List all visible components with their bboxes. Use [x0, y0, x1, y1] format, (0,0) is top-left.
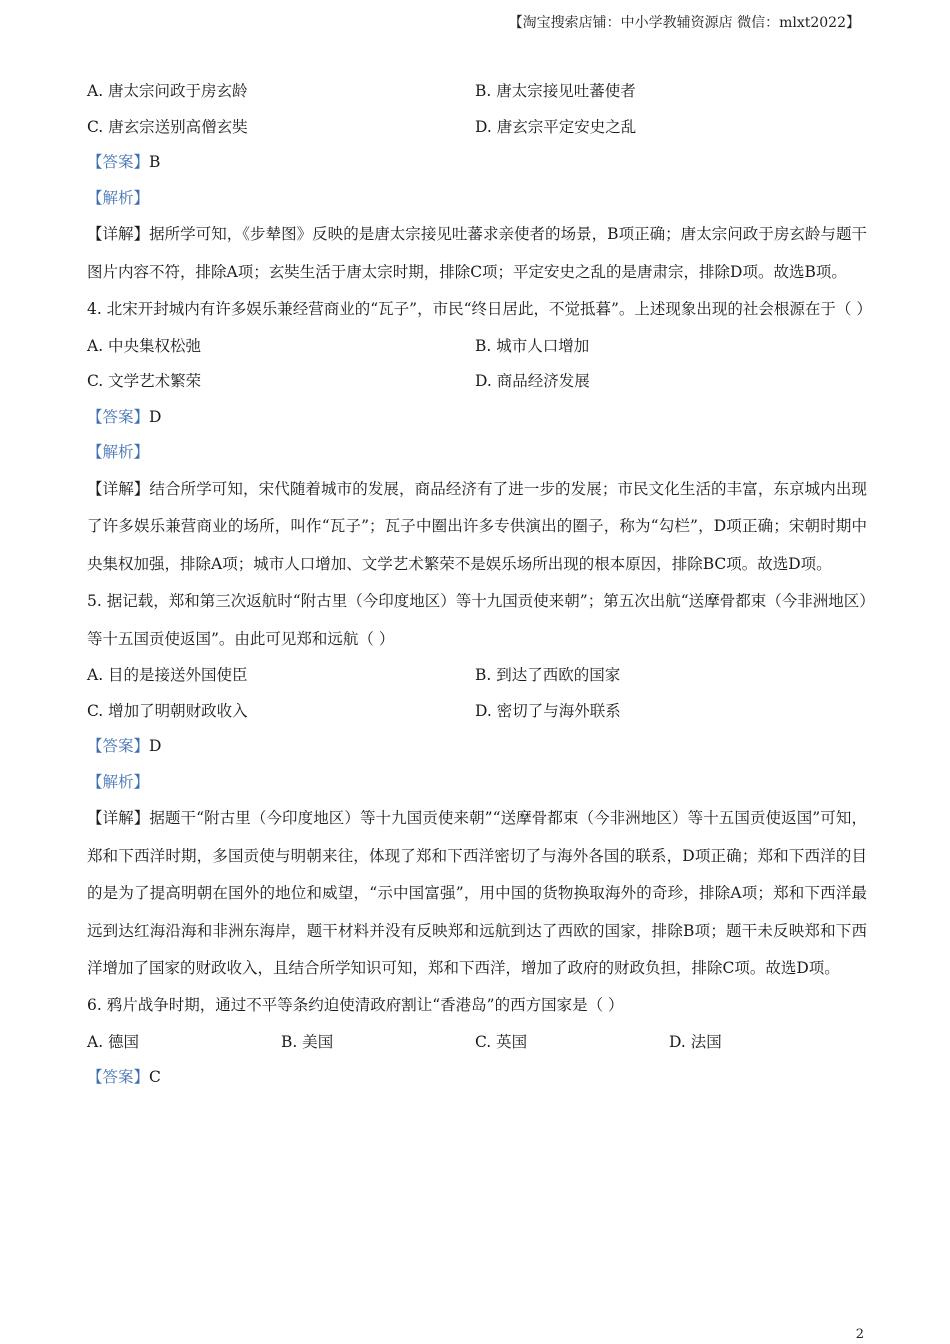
- q5-stem: 5. 据记载，郑和第三次返航时“附古里（今印度地区）等十九国贡使来朝”；第五次出航“送摩骨都束（今非洲地区）等十五国贡使返国”。由此可见郑和远航（ ）: [87, 592, 867, 648]
- q5-answer: [87, 729, 867, 765]
- analysis-label: 【解析】: [87, 188, 150, 207]
- q5-answer-value: D: [149, 737, 162, 756]
- answer-label: 【答案】: [87, 407, 150, 426]
- q6-option-a: A. 德国: [87, 1032, 140, 1051]
- detail-label: 【详解】: [87, 809, 150, 828]
- q5-option-c: C. 增加了明朝财政收入: [87, 701, 248, 720]
- q3-option-c: C. 唐玄宗送别高僧玄奘: [87, 117, 248, 136]
- q4-detail-text: 结合所学可知，宋代随着城市的发展，商品经济有了进一步的发展；市民文化生活的丰富，东京城内出现了许多娱乐兼营商业的场所，叫作“瓦子”；瓦子中圈出许多专供演出的圈子，称为“勾栏”，D项正确；宋朝时期中央集权加强，排除A项；城市人口增加、文学艺术繁荣不是娱乐场所出现的根本原因，排除BC项。故选D项。: [87, 479, 867, 573]
- q3-answer: [87, 145, 867, 181]
- q5-option-a: A. 目的是接送外国使臣: [87, 666, 248, 684]
- q5-analysis: [87, 765, 867, 801]
- q4-analysis: [87, 435, 867, 471]
- q3-options-row-1: [87, 74, 867, 110]
- answer-label: 【答案】: [87, 153, 150, 172]
- page-number: 2: [855, 1327, 864, 1342]
- analysis-label: 【解析】: [87, 772, 150, 791]
- q3-detail-text: 据所学可知，《步辇图》反映的是唐太宗接见吐蕃求亲使者的场景，B项正确；唐太宗问政于房玄龄与题干图片内容不符，排除A项；玄奘生活于唐太宗时期，排除C项；平定安史之乱的是唐肃宗，排除D项。故选B项。: [87, 225, 867, 281]
- q5-options-row-2: [87, 694, 867, 730]
- page-header: 【淘宝搜索店铺：中小学教辅资源店 微信：mlxt2022】: [508, 15, 860, 31]
- q5-detail-text: 据题干“附古里（今印度地区）等十九国贡使来朝”“送摩骨都束（今非洲地区）等十五国贡使返国”可知，郑和下西洋时期，多国贡使与明朝来往，体现了郑和下西洋密切了与海外各国的联系，D项正确；郑和下西洋的目的是为了提高明朝在国外的地位和威望，“示中国富强”，用中国的货物换取海外的奇珍，排除A项；郑和下西洋最远到达红海沿海和非洲东海岸，题干材料并没有反映郑和远航到达了西欧的国家，排除B项；题干未反映郑和下西洋增加了国家的财政收入，且结合所学知识可知，郑和下西洋，增加了政府的财政负担，排除C项。故选D项。: [87, 809, 867, 977]
- answer-label: 【答案】: [87, 1068, 150, 1087]
- q4-options-row-2: [87, 364, 867, 400]
- q3-option-a: A. 唐太宗问政于房玄龄: [87, 82, 248, 100]
- q4-options-row-1: [87, 329, 867, 365]
- detail-label: 【详解】: [87, 225, 150, 244]
- q4-answer: [87, 400, 867, 436]
- q3-option-d: D. 唐玄宗平定安史之乱: [475, 117, 637, 136]
- detail-label: 【详解】: [87, 479, 150, 498]
- q5-option-b: B. 到达了西欧的国家: [475, 666, 621, 684]
- q5-detail: [87, 800, 867, 987]
- answer-label: 【答案】: [87, 737, 150, 756]
- q6-answer: [87, 1060, 867, 1096]
- analysis-label: 【解析】: [87, 443, 150, 462]
- q3-option-b: B. 唐太宗接见吐蕃使者: [475, 82, 636, 100]
- q4-detail: [87, 471, 867, 583]
- q5-option-d: D. 密切了与海外联系: [475, 701, 621, 720]
- q6-option-b: B. 美国: [281, 1032, 334, 1051]
- q4-option-c: C. 文学艺术繁荣: [87, 372, 202, 391]
- q6-options-row: [87, 1025, 867, 1061]
- q6-option-d: D. 法国: [669, 1032, 722, 1051]
- q6-answer-value: C: [149, 1068, 161, 1087]
- q3-detail: [87, 216, 867, 291]
- q6-stem: 6. 鸦片战争时期，通过不平等条约迫使清政府割让“香港岛”的西方国家是（ ）: [87, 996, 624, 1015]
- q3-options-row-2: [87, 110, 867, 146]
- q4-option-d: D. 商品经济发展: [475, 372, 590, 391]
- q4-answer-value: D: [149, 407, 162, 426]
- q6-option-c: C. 英国: [475, 1032, 528, 1051]
- q5-options-row-1: [87, 658, 867, 694]
- q4-stem: 4. 北宋开封城内有许多娱乐兼经营商业的“瓦子”，市民“终日居此，不觉抵暮”。上述现象出现的社会根源在于（ ）: [87, 300, 872, 319]
- document-body: [87, 74, 872, 1096]
- q4-option-b: B. 城市人口增加: [475, 336, 590, 355]
- q4-option-a: A. 中央集权松弛: [87, 336, 202, 355]
- q3-analysis: [87, 181, 867, 217]
- q3-answer-value: B: [149, 153, 161, 172]
